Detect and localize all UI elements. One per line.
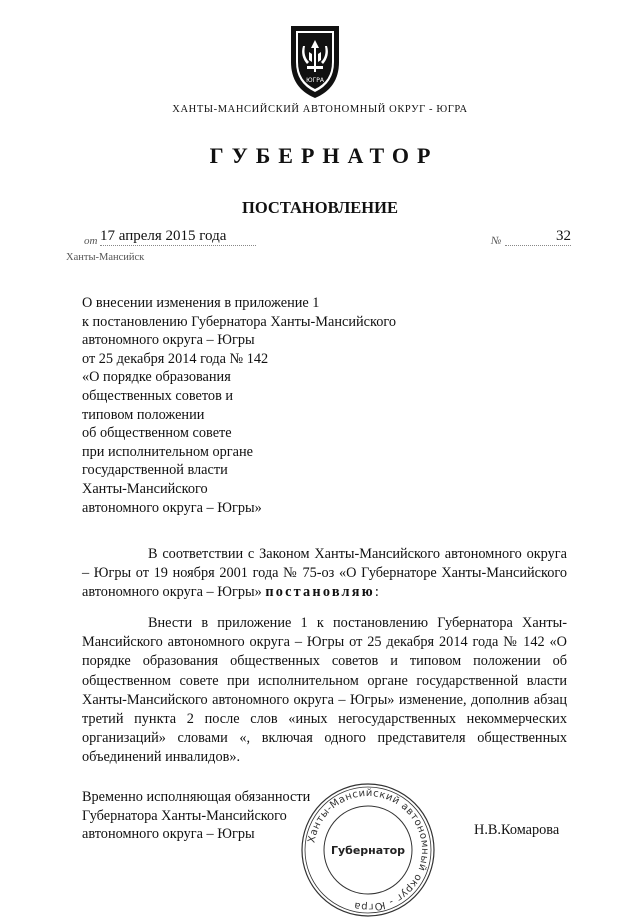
official-stamp bbox=[298, 780, 438, 920]
stamp-center-text: Губернатор bbox=[330, 844, 406, 857]
resolution-keyword: постановляю bbox=[265, 584, 375, 601]
subject-line: О внесении изменения в приложение 1 bbox=[82, 295, 320, 311]
preamble-end: : bbox=[374, 584, 379, 601]
coat-of-arms-emblem bbox=[283, 22, 347, 100]
subject-line: автономного округа – Югры» bbox=[82, 499, 262, 516]
subject-line: типовом положении bbox=[82, 406, 205, 423]
document-subject bbox=[82, 294, 396, 517]
preamble-text: В соответствии с Законом Ханты-Мансийского автономного округа – Югры от 19 ноября 2001 года № 75-оз «О Губернаторе Ханты-Мансийского автономного округа – Югры» bbox=[82, 546, 567, 601]
emblem-caption: ЮГРА bbox=[306, 77, 324, 84]
subject-line: к постановлению Губернатора Ханты-Мансийского bbox=[82, 313, 397, 330]
city: Ханты-Мансийск bbox=[66, 252, 145, 263]
subject-line: «О порядке образования bbox=[82, 369, 231, 386]
document-type: ПОСТАНОВЛЕНИЕ bbox=[242, 198, 398, 217]
issuer-title: ГУБЕРНАТОР bbox=[209, 143, 439, 168]
document-number: 32 bbox=[505, 228, 571, 246]
subject-line: автономного округа – Югры bbox=[82, 332, 255, 349]
subject-line: при исполнительном органе bbox=[82, 443, 253, 460]
subject-line: об общественном совете bbox=[82, 425, 232, 442]
subject-line: общественных советов и bbox=[82, 387, 234, 404]
subject-line: государственной власти bbox=[82, 462, 228, 479]
signatory-title-line: Губернатора Ханты-Мансийского bbox=[82, 807, 287, 824]
operative-paragraph bbox=[82, 614, 567, 768]
preamble-paragraph bbox=[82, 545, 567, 603]
signatory-name: Н.В.Комарова bbox=[474, 822, 560, 838]
signatory-title bbox=[82, 788, 310, 844]
region-name: ХАНТЫ-МАНСИЙСКИЙ АВТОНОМНЫЙ ОКРУГ - ЮГРА bbox=[172, 104, 468, 115]
signatory-title-line: автономного округа – Югры bbox=[82, 826, 255, 843]
operative-text: Внести в приложение 1 к постановлению Губернатора Ханты-Мансийского автономного округа – Югры от 25 декабря 2014 года № 142 «О порядке образования общественных советов и типовом положении об общественном совете при исполнительном органе государственной власти Ханты-Мансийского автономного округа – Югры» изменение, дополнив абзац третий пункта 2 после слов «иных негосударственных некоммерческих организаций» словами «, включая одного представителя общественных объединений инвалидов». bbox=[82, 615, 567, 766]
stamp-ring-text: Ханты-Мансийский автономный округ - Югра bbox=[306, 787, 431, 913]
document-date: 17 апреля 2015 года bbox=[100, 228, 256, 246]
signatory-title-line: Временно исполняющая обязанности bbox=[82, 789, 311, 805]
date-prefix: от bbox=[84, 235, 98, 247]
number-prefix: № bbox=[491, 235, 502, 247]
subject-line: от 25 декабря 2014 года № 142 bbox=[82, 350, 269, 367]
subject-line: Ханты-Мансийского bbox=[82, 480, 208, 497]
